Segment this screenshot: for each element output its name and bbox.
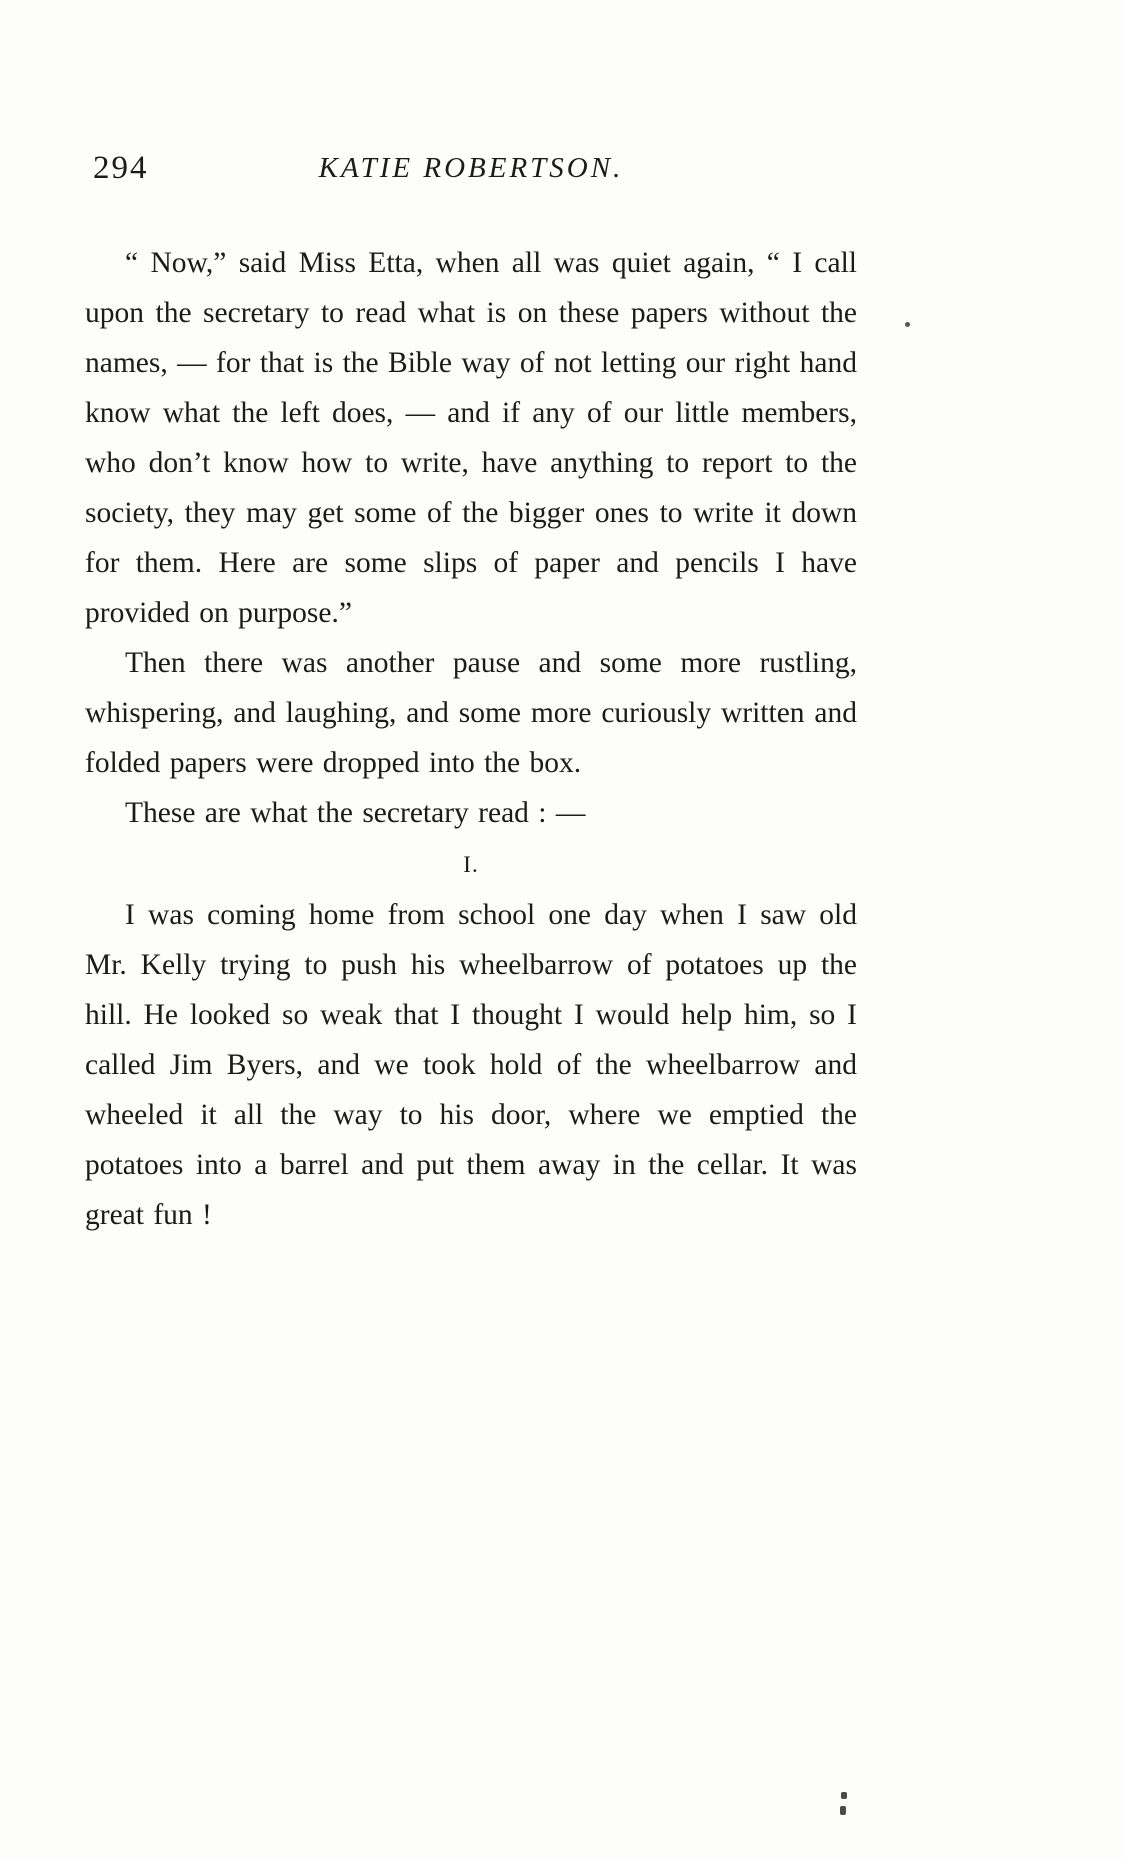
scan-speck xyxy=(840,1806,846,1815)
paragraph: Then there was another pause and some more rustling, whispering, and laughing, and some more curiously written and folded papers were dropped into the box. xyxy=(85,647,857,779)
paragraph: These are what the secretary read : — xyxy=(125,797,586,829)
section-heading: I. xyxy=(463,852,479,877)
text-block xyxy=(85,148,857,1240)
running-header-title: KATIE ROBERTSON. xyxy=(318,152,624,184)
paragraph: I was coming home from school one day when I saw old Mr. Kelly trying to push his wheelbarrow of potatoes up the hill. He looked so weak that I thought I would help him, so I called Jim Byers, and we took hold of the wheelbarrow and wheeled it all the way to his door, where we emptied the potatoes into a barrel and put them away in the cellar. It was great fun ! xyxy=(85,899,857,1231)
running-header xyxy=(85,148,857,206)
page-number: 294 xyxy=(93,150,149,186)
scan-speck xyxy=(841,1792,847,1799)
scan-speck xyxy=(905,322,910,327)
paragraph: “ Now,” said Miss Etta, when all was quiet again, “ I call upon the secretary to read what is on these papers without the names, — for that is the Bible way of not letting our right hand know what the left does, — and if any of our little members, who don’t know how to write, have anything to report to the society, they may get some of the bigger ones to write it down for them. Here are some slips of paper and pencils I have provided on purpose.” xyxy=(85,247,857,629)
